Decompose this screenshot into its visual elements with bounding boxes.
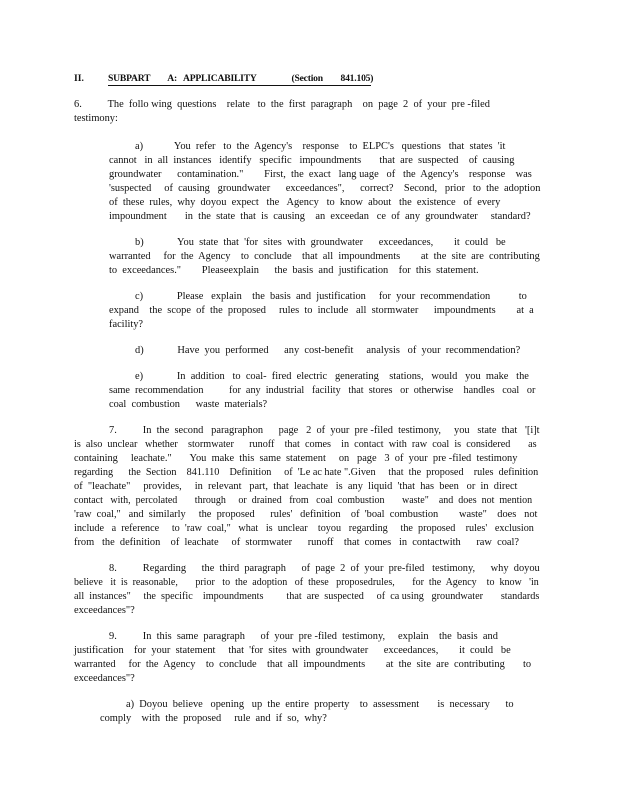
q9-line-2: justification for your statement that 'for sites with groundwater exceedances, it could be	[74, 645, 511, 656]
section-number: II.	[74, 73, 84, 84]
q7-line-5: of "leachate" provides, in relevant part, that leachate is any liquid 'that has been or in direct	[74, 481, 518, 492]
q6-line-1: 6. The follo wing questions relate to the first paragraph on page 2 of your pre -filed	[74, 99, 490, 110]
q6a-line-3: groundwater contamination." First, the exact lang uage of the Agency's response was	[109, 169, 532, 180]
q9-line-1: 9. In this same paragraph of your pre -filed testimony, explain the basis and	[109, 631, 498, 642]
q7-line-9: from the definition of leachate of stormwater runoff that comes in contactwith raw coal?	[74, 537, 520, 548]
q7-line-3: containing leachate." You make this same statement on page 3 of your pre -filed testimony	[74, 453, 518, 464]
q8-line-4: exceedances"?	[74, 605, 135, 616]
q7-line-1: 7. In the second paragraphon page 2 of your pre -filed testimony, you state that '[i]t	[109, 425, 540, 436]
q9-line-4: exceedances"?	[74, 673, 135, 684]
q7-line-6: contact with, percolated through or drained from coal combustion waste" and does not mention	[74, 495, 533, 506]
q6a-line-1: a) You refer to the Agency's response to ELPC's questions that states 'it	[135, 141, 506, 152]
section-underline	[108, 85, 371, 86]
q6a-line-5: of these rules, why doyou expect the Agency to know about the existence of every	[109, 197, 501, 208]
q6e-line-1: e) In addition to coal- fired electric generating stations, would you make the	[135, 371, 529, 382]
q6-line-2: testimony:	[74, 113, 118, 124]
q6e-line-3: coal combustion waste materials?	[109, 399, 268, 410]
q6e-line-2: same recommendation for any industrial facility that stores or otherwise handles coal or	[109, 385, 536, 396]
section-title: SUBPART A: APPLICABILITY (Section 841.105)	[108, 73, 374, 84]
q6d-line-1: d) Have you performed any cost-benefit analysis of your recommendation?	[135, 345, 521, 356]
q6c-line-3: facility?	[109, 319, 144, 330]
q8-line-1: 8. Regarding the third paragraph of page 2 of your pre-filed testimony, why doyou	[109, 563, 540, 574]
q6c-line-2: expand the scope of the proposed rules to include all stormwater impoundments at a	[109, 305, 534, 316]
q6a-line-2: cannot in all instances identify specific impoundments that are suspected of causing	[109, 155, 515, 166]
q9a-line-2: comply with the proposed rule and if so, why?	[100, 713, 327, 724]
q8-line-2: believe it is reasonable, prior to the adoption of these proposedrules, for the Agency to know 'in	[74, 577, 539, 588]
q6b-line-3: to exceedances." Pleaseexplain the basis and justification for this statement.	[109, 265, 479, 276]
q9-line-3: warranted for the Agency to conclude that all impoundments at the site are contributing to	[74, 659, 532, 670]
q7-line-8: include a reference to 'raw coal," what is unclear toyou regarding the proposed rules' exclusion	[74, 523, 534, 534]
q7-line-2: is also unclear whether stormwater runoff that comes in contact with raw coal is considered as	[74, 439, 537, 450]
q6a-line-4: 'suspected of causing groundwater exceedances", correct? Second, prior to the adoption	[109, 183, 541, 194]
q6a-line-6: impoundment in the state that is causing an exceedan ce of any groundwater standard?	[109, 211, 531, 222]
q8-line-3: all instances" the specific impoundments that are suspected of ca using groundwater standards	[74, 591, 540, 602]
q9a-line-1: a) Doyou believe opening up the entire property to assessment is necessary to	[126, 699, 514, 710]
q6b-line-1: b) You state that 'for sites with groundwater exceedances, it could be	[135, 237, 506, 248]
q7-line-4: regarding the Section 841.110 Definition of 'Le ac hate ".Given that the proposed rules definition	[74, 467, 539, 478]
q6c-line-1: c) Please explain the basis and justification for your recommendation to	[135, 291, 527, 302]
q6b-line-2: warranted for the Agency to conclude that all impoundments at the site are contributing	[109, 251, 540, 262]
q7-line-7: 'raw coal," and similarly the proposed rules' definition of 'boal combustion waste" does not	[74, 509, 538, 520]
